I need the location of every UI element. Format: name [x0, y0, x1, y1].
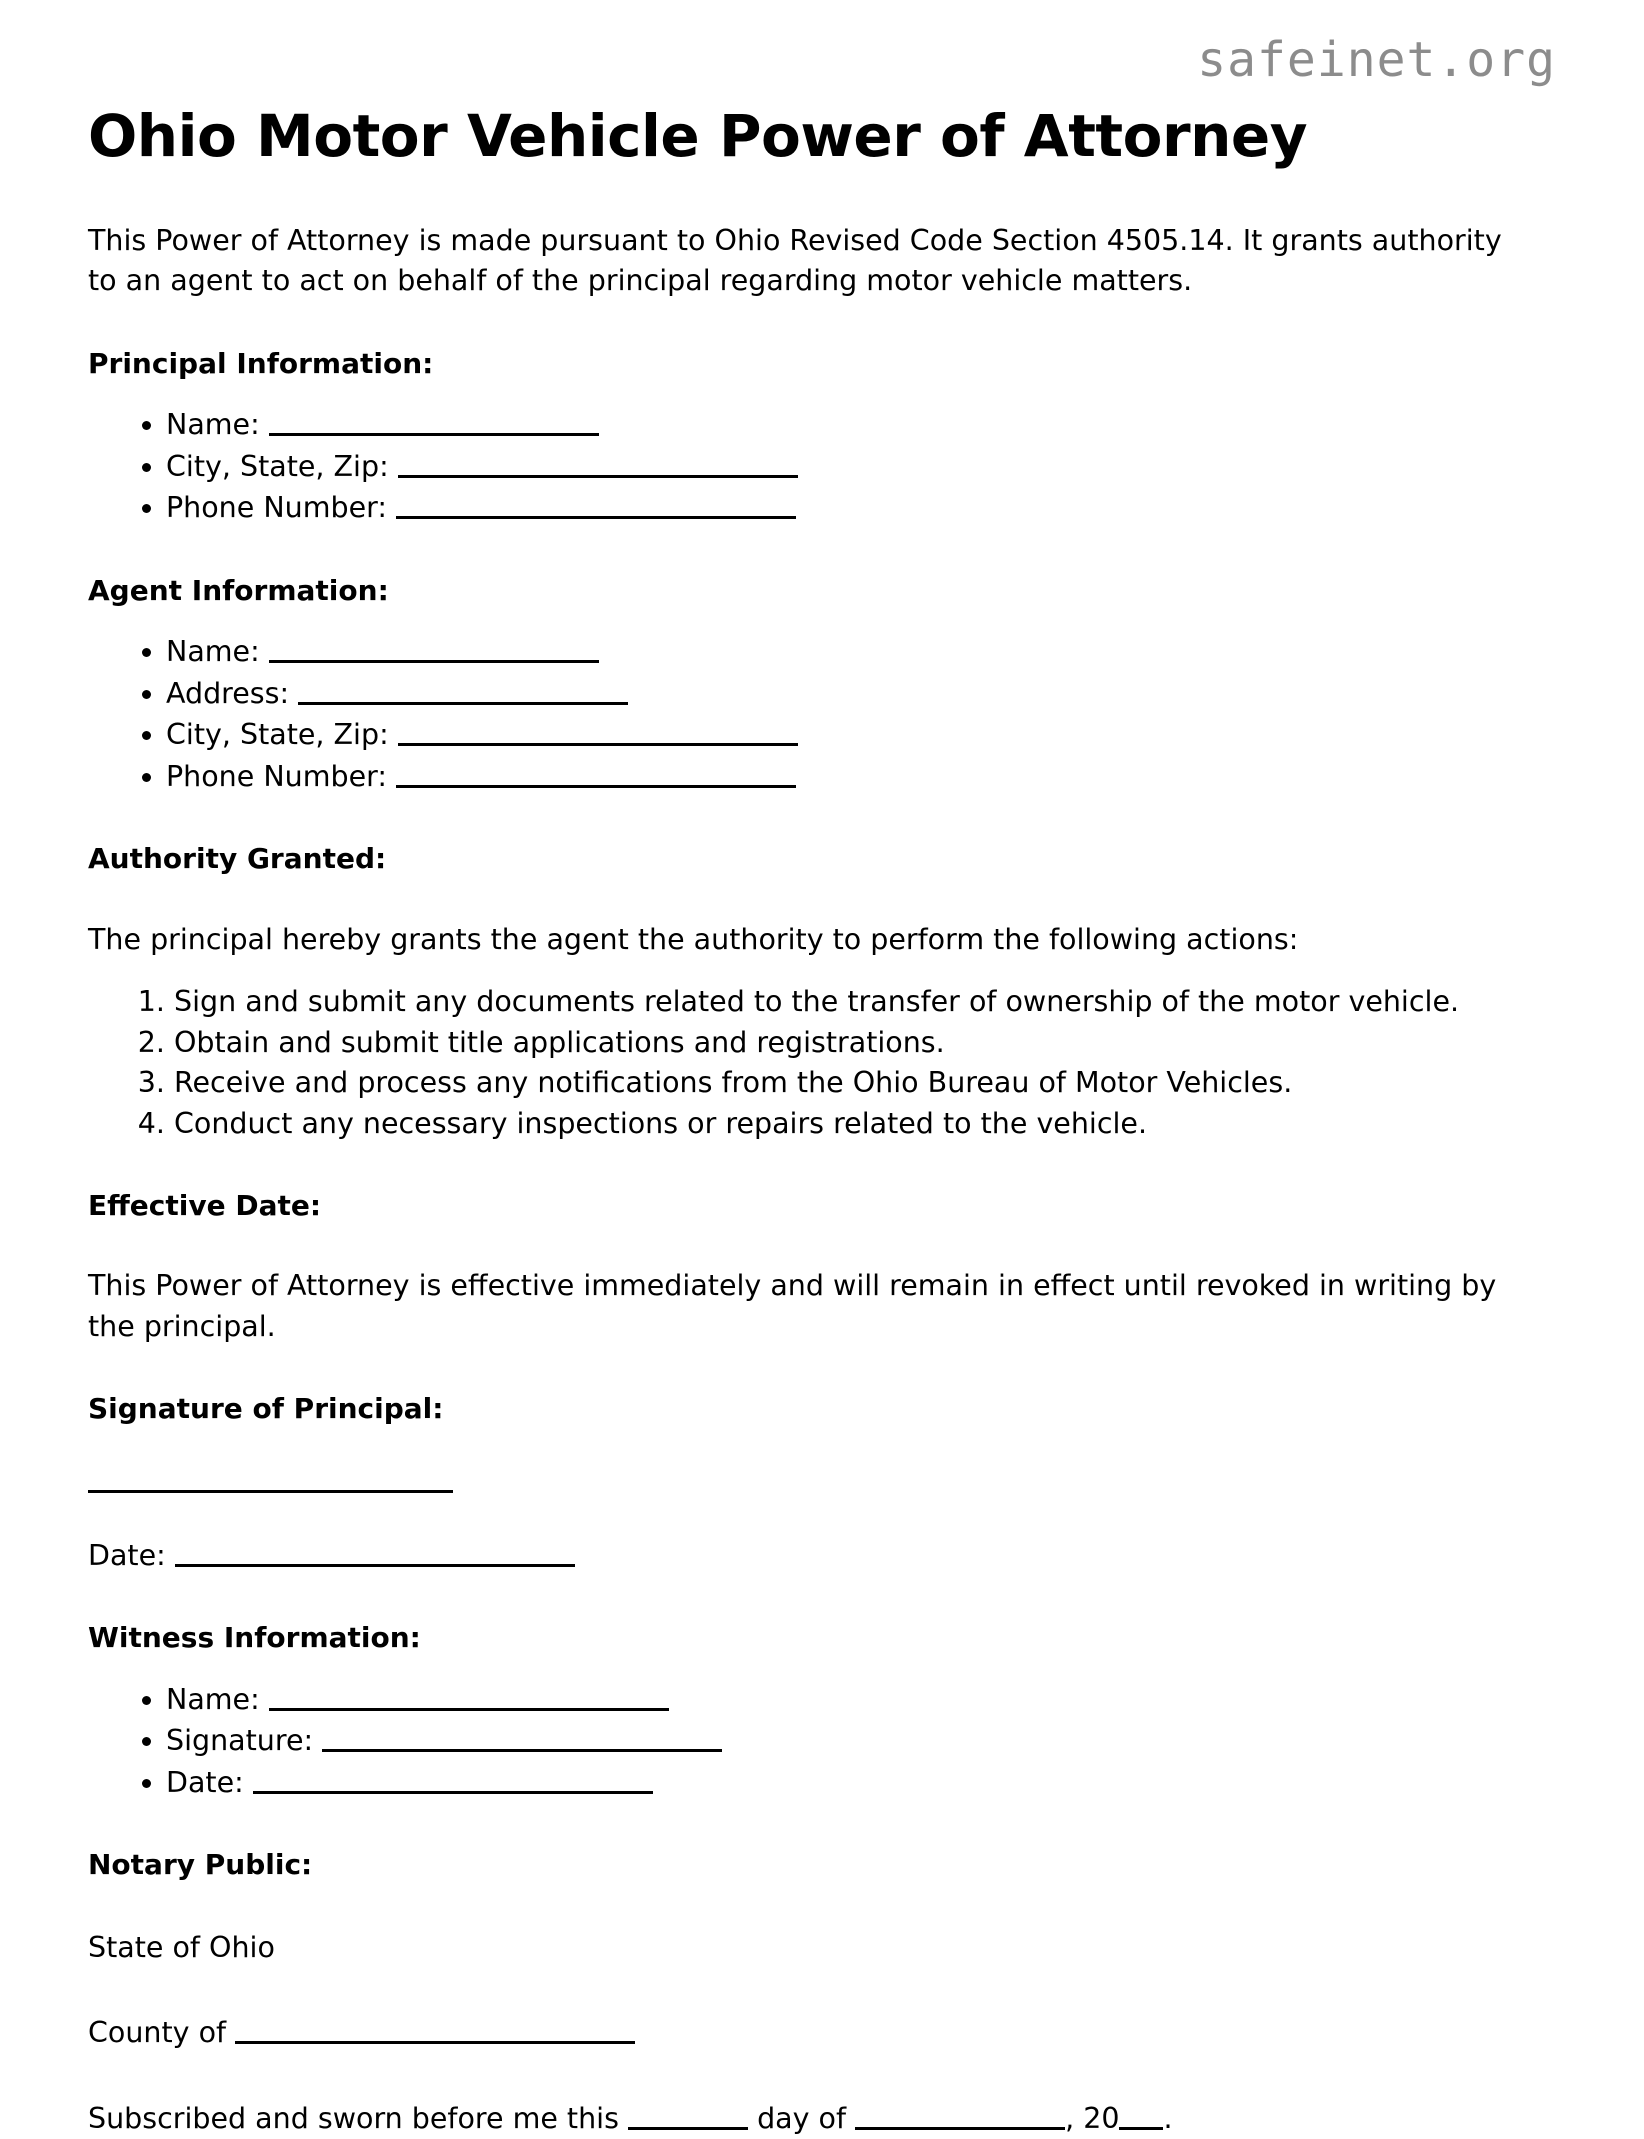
- authority-granted-list: [88, 982, 1556, 1144]
- field-label: Date:: [166, 1765, 244, 1799]
- principal-date-blank[interactable]: [175, 1535, 575, 1567]
- principal-field-list: [88, 404, 1556, 529]
- field-label: Name:: [166, 408, 260, 442]
- list-item: [166, 446, 1556, 488]
- principal-signature-blank[interactable]: [88, 1490, 453, 1493]
- witness-field-list: [88, 1679, 1556, 1804]
- list-item: 2. Obtain and submit title applications and registrations.: [174, 1023, 1556, 1063]
- field-label: County of: [88, 2016, 227, 2050]
- list-item: [166, 1720, 1556, 1762]
- agent-field-list: [88, 631, 1556, 797]
- field-label: Address:: [166, 676, 290, 710]
- list-item: [166, 487, 1556, 529]
- field-label: Phone Number:: [166, 759, 387, 793]
- sworn-end-label: .: [1163, 2101, 1173, 2135]
- list-item: [166, 714, 1556, 756]
- notary-year-blank[interactable]: [1119, 2098, 1163, 2130]
- notary-sworn-row: [88, 2098, 1556, 2139]
- witness-name-blank[interactable]: [269, 1679, 669, 1711]
- witness-signature-blank[interactable]: [322, 1720, 722, 1752]
- list-item: 4. Conduct any necessary inspections or repairs related to the vehicle.: [174, 1104, 1556, 1144]
- sworn-mid-label: day of: [757, 2101, 847, 2135]
- list-item: [166, 404, 1556, 446]
- list-item: [166, 631, 1556, 673]
- principal-name-blank[interactable]: [269, 404, 599, 436]
- list-item: [166, 1762, 1556, 1804]
- section-heading-witness-information: Witness Information:: [88, 1621, 421, 1655]
- sworn-prefix-label: Subscribed and sworn before me this: [88, 2101, 619, 2135]
- witness-date-blank[interactable]: [253, 1762, 653, 1794]
- section-heading-principal-information: Principal Information:: [88, 346, 434, 380]
- site-watermark: safeinet.org: [1197, 32, 1556, 88]
- list-item: 3. Receive and process any notifications from the Ohio Bureau of Motor Vehicles.: [174, 1063, 1556, 1103]
- effective-date-paragraph: This Power of Attorney is effective immediately and will remain in effect until revoked in writing by the principal.: [88, 1269, 1497, 1343]
- principal-citystatezip-blank[interactable]: [398, 446, 798, 478]
- field-label: Signature:: [166, 1724, 314, 1758]
- section-heading-signature-of-principal: Signature of Principal:: [88, 1392, 444, 1426]
- list-item: [166, 673, 1556, 715]
- agent-name-blank[interactable]: [269, 631, 599, 663]
- list-item: 1. Sign and submit any documents related to the transfer of ownership of the motor vehicle.: [174, 982, 1556, 1022]
- principal-date-row: [88, 1535, 1556, 1577]
- section-heading-agent-information: Agent Information:: [88, 573, 389, 607]
- agent-citystatezip-blank[interactable]: [398, 714, 798, 746]
- list-item: [166, 756, 1556, 798]
- agent-phone-blank[interactable]: [396, 756, 796, 788]
- agent-address-blank[interactable]: [298, 673, 628, 705]
- field-label: Name:: [166, 1682, 260, 1716]
- field-label: Date:: [88, 1538, 166, 1572]
- field-label: City, State, Zip:: [166, 449, 389, 483]
- authority-lead-paragraph: The principal hereby grants the agent the authority to perform the following actions:: [88, 922, 1299, 956]
- principal-phone-blank[interactable]: [396, 487, 796, 519]
- intro-paragraph: This Power of Attorney is made pursuant to Ohio Revised Code Section 4505.14. It grants authority to an agent to act on behalf of the principal regarding motor vehicle matters.: [88, 223, 1502, 298]
- section-heading-effective-date: Effective Date:: [88, 1189, 322, 1223]
- field-label: Phone Number:: [166, 491, 387, 525]
- section-heading-notary-public: Notary Public:: [88, 1848, 313, 1882]
- section-heading-authority-granted: Authority Granted:: [88, 842, 387, 876]
- notary-county-blank[interactable]: [235, 2012, 635, 2044]
- page-title: Ohio Motor Vehicle Power of Attorney: [88, 102, 1308, 170]
- field-label: City, State, Zip:: [166, 718, 389, 752]
- list-item: [166, 1679, 1556, 1721]
- notary-month-blank[interactable]: [855, 2098, 1065, 2130]
- field-label: Name:: [166, 635, 260, 669]
- notary-state-line: State of Ohio: [88, 1930, 275, 1964]
- notary-day-blank[interactable]: [628, 2098, 748, 2130]
- notary-county-row: [88, 2012, 1556, 2054]
- sworn-suffix-label: , 20: [1065, 2101, 1120, 2135]
